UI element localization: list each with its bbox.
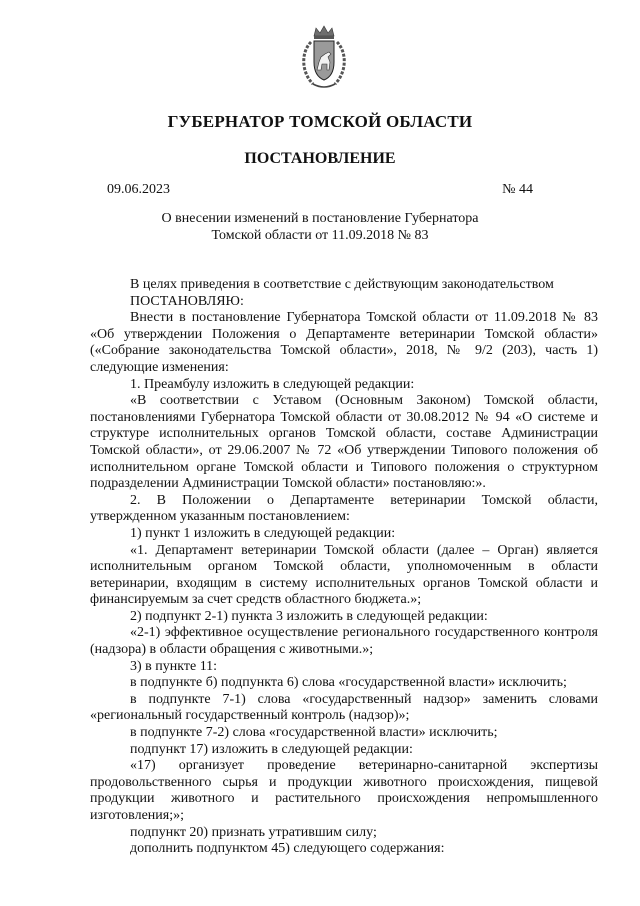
paragraph: 3) в пункте 11: bbox=[130, 658, 218, 674]
document-number: № 44 bbox=[502, 182, 533, 197]
paragraph: «17) организует проведение ветеринарно-санитарной экспертизы продовольственного сырья и продукции животного происхождения, пищевой продукции животного и растительного происхождения непромышленного изготовления;»; bbox=[90, 758, 598, 823]
paragraph: 2) подпункт 2-1) пункта 3 изложить в следующей редакции: bbox=[130, 608, 488, 624]
paragraph: в подпункте 7-2) слова «государственной власти» исключить; bbox=[130, 725, 498, 741]
paragraph: в подпункте 7-1) слова «государственный надзор» заменить словами «региональный государственный контроль (надзор)»; bbox=[90, 691, 598, 724]
issuer-title: ГУБЕРНАТОР ТОМСКОЙ ОБЛАСТИ bbox=[167, 112, 473, 131]
paragraph: «1. Департамент ветеринарии Томской области (далее – Орган) является исполнительным органом Томской области, уполномоченным в области ветеринарии, входящим в систему исполнительных органов Томской области и финансируемым за счет средств областного бюджета.»; bbox=[90, 542, 598, 608]
subject-line: Томской области от 11.09.2018 № 83 bbox=[211, 228, 429, 243]
paragraph: 2. В Положении о Департаменте ветеринарии Томской области, утвержденном указанным постановлением: bbox=[90, 492, 598, 525]
paragraph: В целях приведения в соответствие с действующим законодательством bbox=[130, 277, 554, 292]
document-body bbox=[90, 277, 598, 858]
paragraph: «В соответствии с Уставом (Основным Законом) Томской области, постановлениями Губернатора Томской области от 30.08.2012 № 94 «О системе и структуре исполнительных органов Томской области, составе Администрации Томской области», от 29.06.2007 № 72 «Об утверждении Типового положения об исполнительном органе Томской области и Типового положения о структурном подразделении Администрации Томской области» постановляю:». bbox=[90, 393, 598, 492]
document-type: ПОСТАНОВЛЕНИЕ bbox=[244, 150, 396, 167]
paragraph: в подпункте б) подпункта 6) слова «государственной власти» исключить; bbox=[130, 675, 567, 691]
document-subject bbox=[100, 210, 540, 244]
paragraph: 1) пункт 1 изложить в следующей редакции: bbox=[130, 525, 396, 541]
paragraph: дополнить подпунктом 45) следующего содержания: bbox=[130, 841, 445, 857]
paragraph: «2-1) эффективное осуществление регионального государственного контроля (надзора) в области обращения с животными.»; bbox=[90, 625, 598, 658]
paragraph: подпункт 17) изложить в следующей редакции: bbox=[130, 741, 413, 757]
tomsk-region-coat-of-arms-icon bbox=[297, 24, 351, 90]
paragraph: Внести в постановление Губернатора Томской области от 11.09.2018 № 83 «Об утверждении Положения о Департаменте ветеринарии Томской области» («Собрание законодательства Томской области», 2018, № 9/2 (203), часть 1) следующие изменения: bbox=[90, 310, 598, 375]
document-date: 09.06.2023 bbox=[107, 182, 170, 197]
subject-line: О внесении изменений в постановление Губернатора bbox=[161, 211, 479, 226]
paragraph: 1. Преамбулу изложить в следующей редакции: bbox=[130, 376, 415, 392]
paragraph: подпункт 20) признать утратившим силу; bbox=[130, 824, 377, 840]
paragraph: ПОСТАНОВЛЯЮ: bbox=[130, 293, 244, 309]
